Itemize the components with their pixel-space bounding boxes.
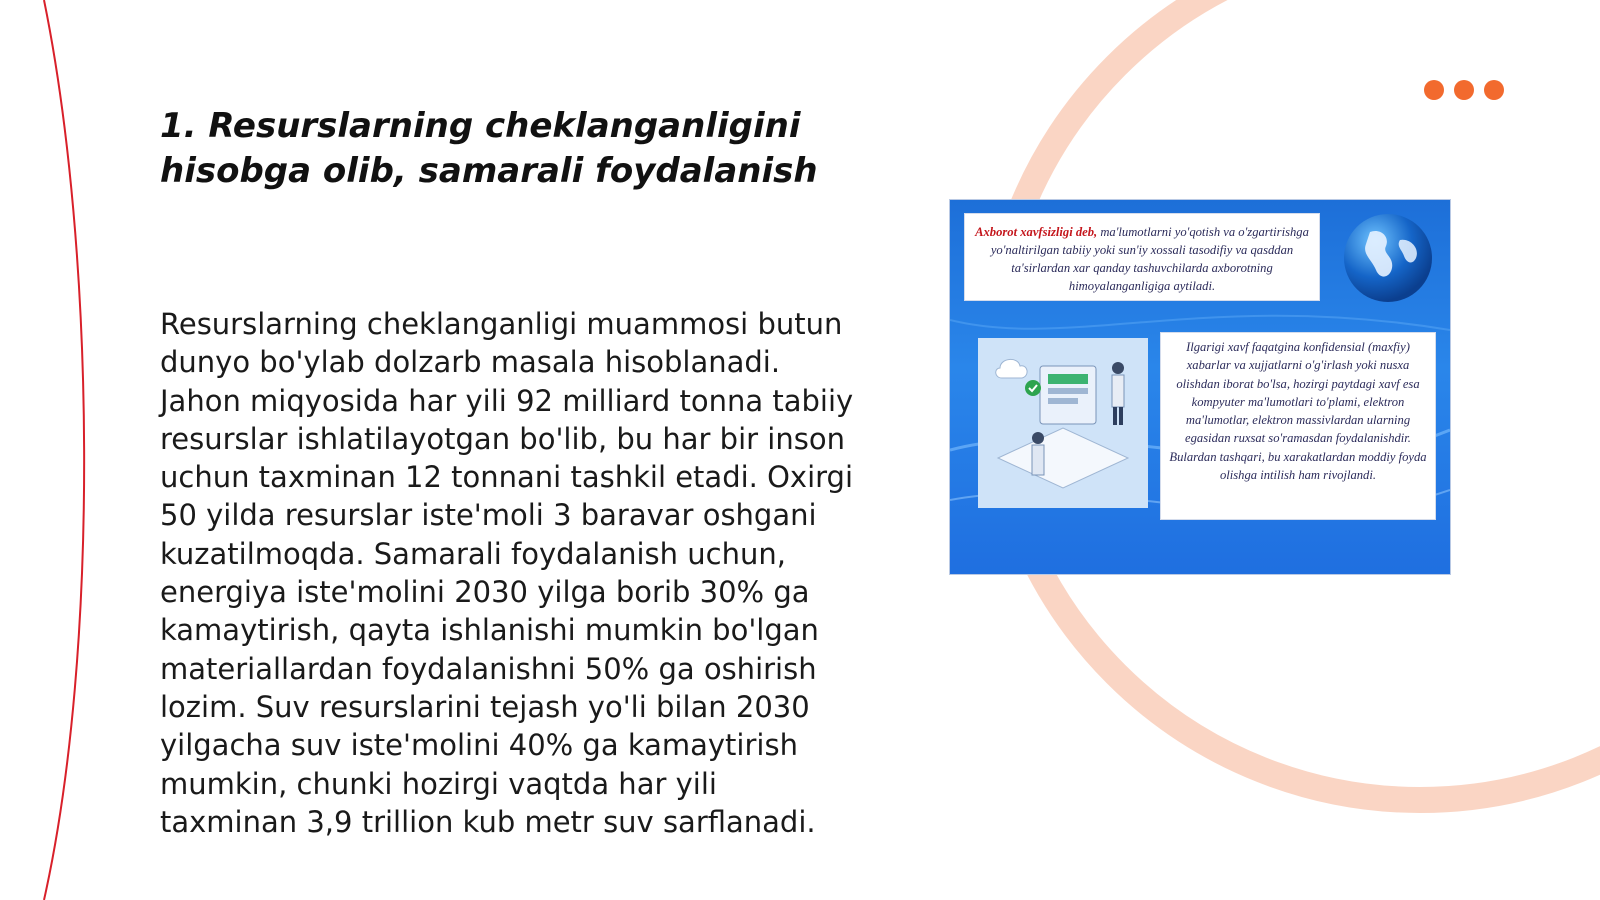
- threat-text-box: Ilgarigi xavf faqatgina konfidensial (maxfiy) xabarlar va xujjatlarni o'g'irlash yoki nusxa olishdan iborat bo'lsa, hozirgi paytdagi xavf esa kompyuter ma'lumotlari to'plami, elektron ma'lumotlar, elektron massivlardan ularning egasidan ruxsat so'ramasdan foydalanishdir. Bulardan tashqari, bu xarakatlardan moddiy foyda olishga intilish ham rivojlandi.: [1160, 332, 1436, 520]
- security-illustration: [978, 338, 1148, 508]
- dot: [1484, 80, 1504, 100]
- definition-highlight: Axborot xavfsizligi deb,: [975, 225, 1098, 239]
- definition-text: ma'lumotlarni yo'qotish va o'zgartirishga yo'naltirilgan tabiiy yoki sun'iy xossali tasodifiy va qasddan ta'sirlardan xar qanday tashuvchilarda axborotning himoyalanganligiga aytiladi.: [990, 225, 1309, 293]
- dot: [1424, 80, 1444, 100]
- left-accent-line: [44, 0, 84, 900]
- globe-icon: [1340, 210, 1436, 306]
- dot: [1454, 80, 1474, 100]
- three-dots-icon: [1424, 80, 1504, 100]
- definition-text-box: [964, 213, 1320, 301]
- slide-title: 1. Resurslarning cheklanganligini hisobga olib, samarali foydalanish: [160, 106, 818, 191]
- slide-body-text: Resurslarning cheklanganligi muammosi butun dunyo bo'ylab dolzarb masala hisoblanadi. Jahon miqyosida har yili 92 milliard tonna tabiiy resurslar ishlatilayotgan bo'lib, bu har bir inson uchun taxminan 12 tonnani tashkil etadi. Oxirgi 50 yilda resurslar iste'moli 3 baravar oshgani kuzatilmoqda. Samarali foydalanish uchun, energiya iste'molini 2030 yilga borib 30% ga kamaytirish, qayta ishlanishi mumkin bo'lgan materiallardan foydalanishni 50% ga oshirish lozim. Suv resurslarini tejash yo'li bilan 2030 yilgacha suv iste'molini 40% ga kamaytirish mumkin, chunki hozirgi vaqtda har yili taxminan 3,9 trillion kub metr suv sarflanadi.: [160, 307, 854, 839]
- info-security-image: [950, 200, 1450, 574]
